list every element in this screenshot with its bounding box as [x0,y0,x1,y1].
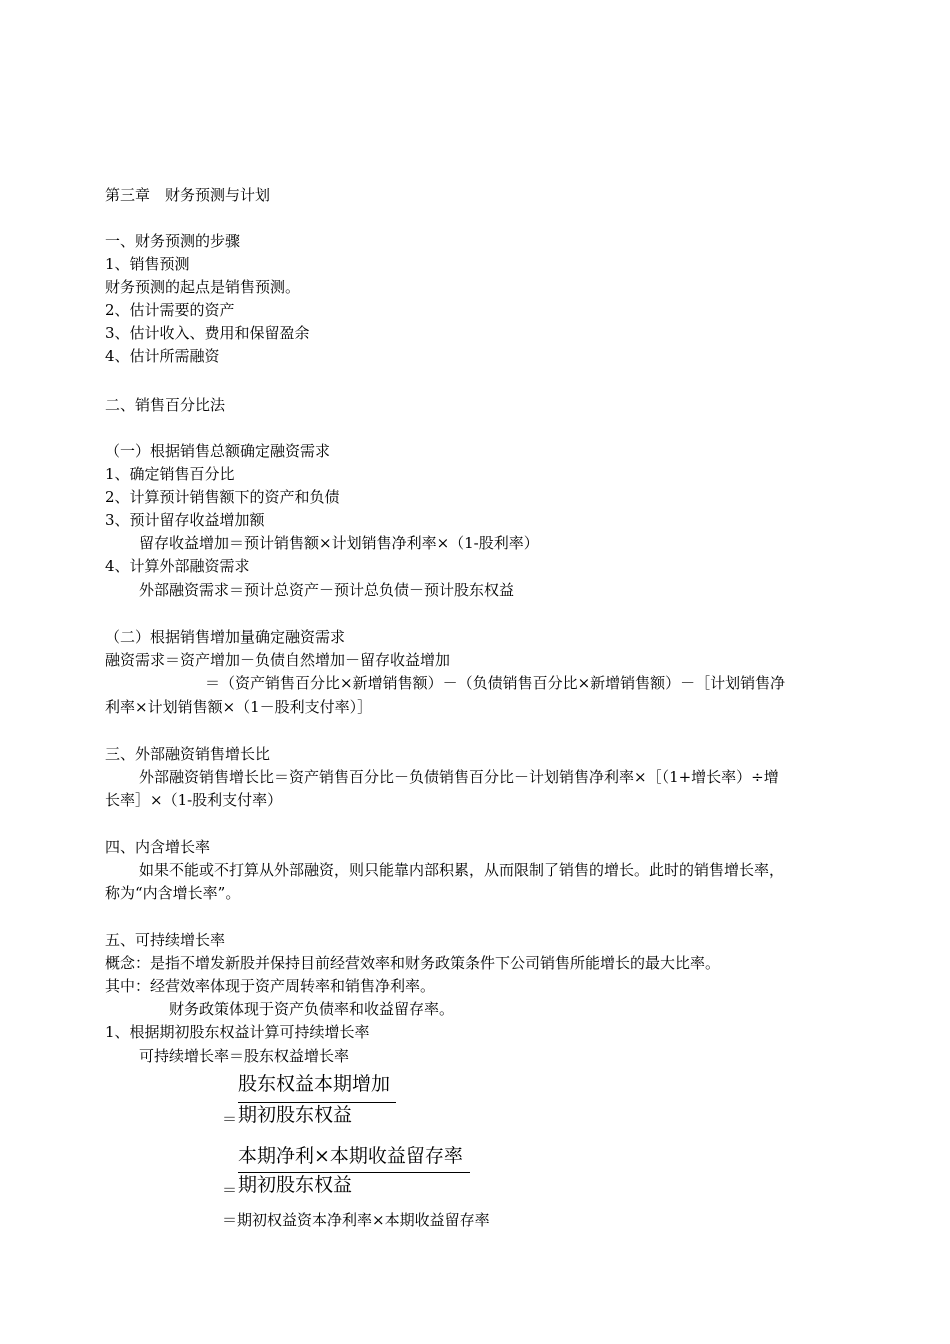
formula-efn-ratio-cont: 长率］×（1-股利支付率） [105,791,283,809]
section-4-paragraph-cont: 称为“内含增长率”。 [105,884,241,902]
section-2-sub1-line: 1、确定销售百分比 [105,465,235,483]
section-1-item: 1、销售预测 [105,255,190,273]
fraction-net-income [222,1142,482,1202]
section-2-sub1-heading: （一）根据销售总额确定融资需求 [105,442,331,460]
formula-financing-need-cont: 利率×计划销售额×（1－股利支付率）］ [105,698,373,716]
fraction-denominator: 期初股东权益 [238,1174,353,1196]
equals-sign: ＝ [222,1110,238,1128]
formula-final: ＝期初权益资本净利率×本期收益留存率 [222,1211,490,1229]
section-2-heading: 二、销售百分比法 [105,396,226,414]
formula-sustainable-growth: 可持续增长率＝股东权益增长率 [139,1047,350,1065]
formula-financing-need-cont: ＝（资产销售百分比×新增销售额）－（负债销售百分比×新增销售额）－［计划销售净 [205,674,786,692]
section-4-heading: 四、内含增长率 [105,838,211,856]
equals-sign: ＝ [222,1181,238,1199]
formula-financing-need: 融资需求＝资产增加－负债自然增加－留存收益增加 [105,651,451,669]
fraction-numerator: 股东权益本期增加 [238,1073,391,1095]
formula-retained-earnings: 留存收益增加＝预计销售额×计划销售净利率×（1-股利率） [139,534,539,552]
section-1-item: 财务预测的起点是销售预测。 [105,278,301,296]
formula-external-financing: 外部融资需求＝预计总资产－预计总负债－预计股东权益 [139,581,515,599]
section-2-sub2-heading: （二）根据销售增加量确定融资需求 [105,628,346,646]
formula-efn-ratio: 外部融资销售增长比＝资产销售百分比－负债销售百分比－计划销售净利率×［（1+增长率）÷增 [139,768,779,786]
fraction-denominator: 期初股东权益 [238,1104,353,1126]
section-2-sub1-line: 4、计算外部融资需求 [105,557,250,575]
section-1-heading: 一、财务预测的步骤 [105,232,241,250]
section-2-sub1-line: 2、计算预计销售额下的资产和负债 [105,488,340,506]
section-1-item: 4、估计所需融资 [105,347,220,365]
section-1-item: 2、估计需要的资产 [105,301,235,319]
section-5-line: 其中：经营效率体现于资产周转率和销售净利率。 [105,977,436,995]
chapter-title: 第三章 财务预测与计划 [105,186,271,204]
section-5-concept: 概念：是指不增发新股并保持目前经营效率和财务政策条件下公司销售所能增长的最大比率。 [105,954,721,972]
fraction-numerator: 本期净利×本期收益留存率 [238,1145,463,1167]
section-4-paragraph: 如果不能或不打算从外部融资，则只能靠内部积累，从而限制了销售的增长。此时的销售增长率， [139,861,785,879]
section-5-line: 1、根据期初股东权益计算可持续增长率 [105,1023,370,1041]
section-5-heading: 五、可持续增长率 [105,931,226,949]
fraction-equity-increase [222,1070,422,1130]
section-5-line: 财务政策体现于资产负债率和收益留存率。 [169,1000,455,1018]
section-2-sub1-line: 3、预计留存收益增加额 [105,511,265,529]
section-3-heading: 三、外部融资销售增长比 [105,745,271,763]
section-1-item: 3、估计收入、费用和保留盈余 [105,324,310,342]
